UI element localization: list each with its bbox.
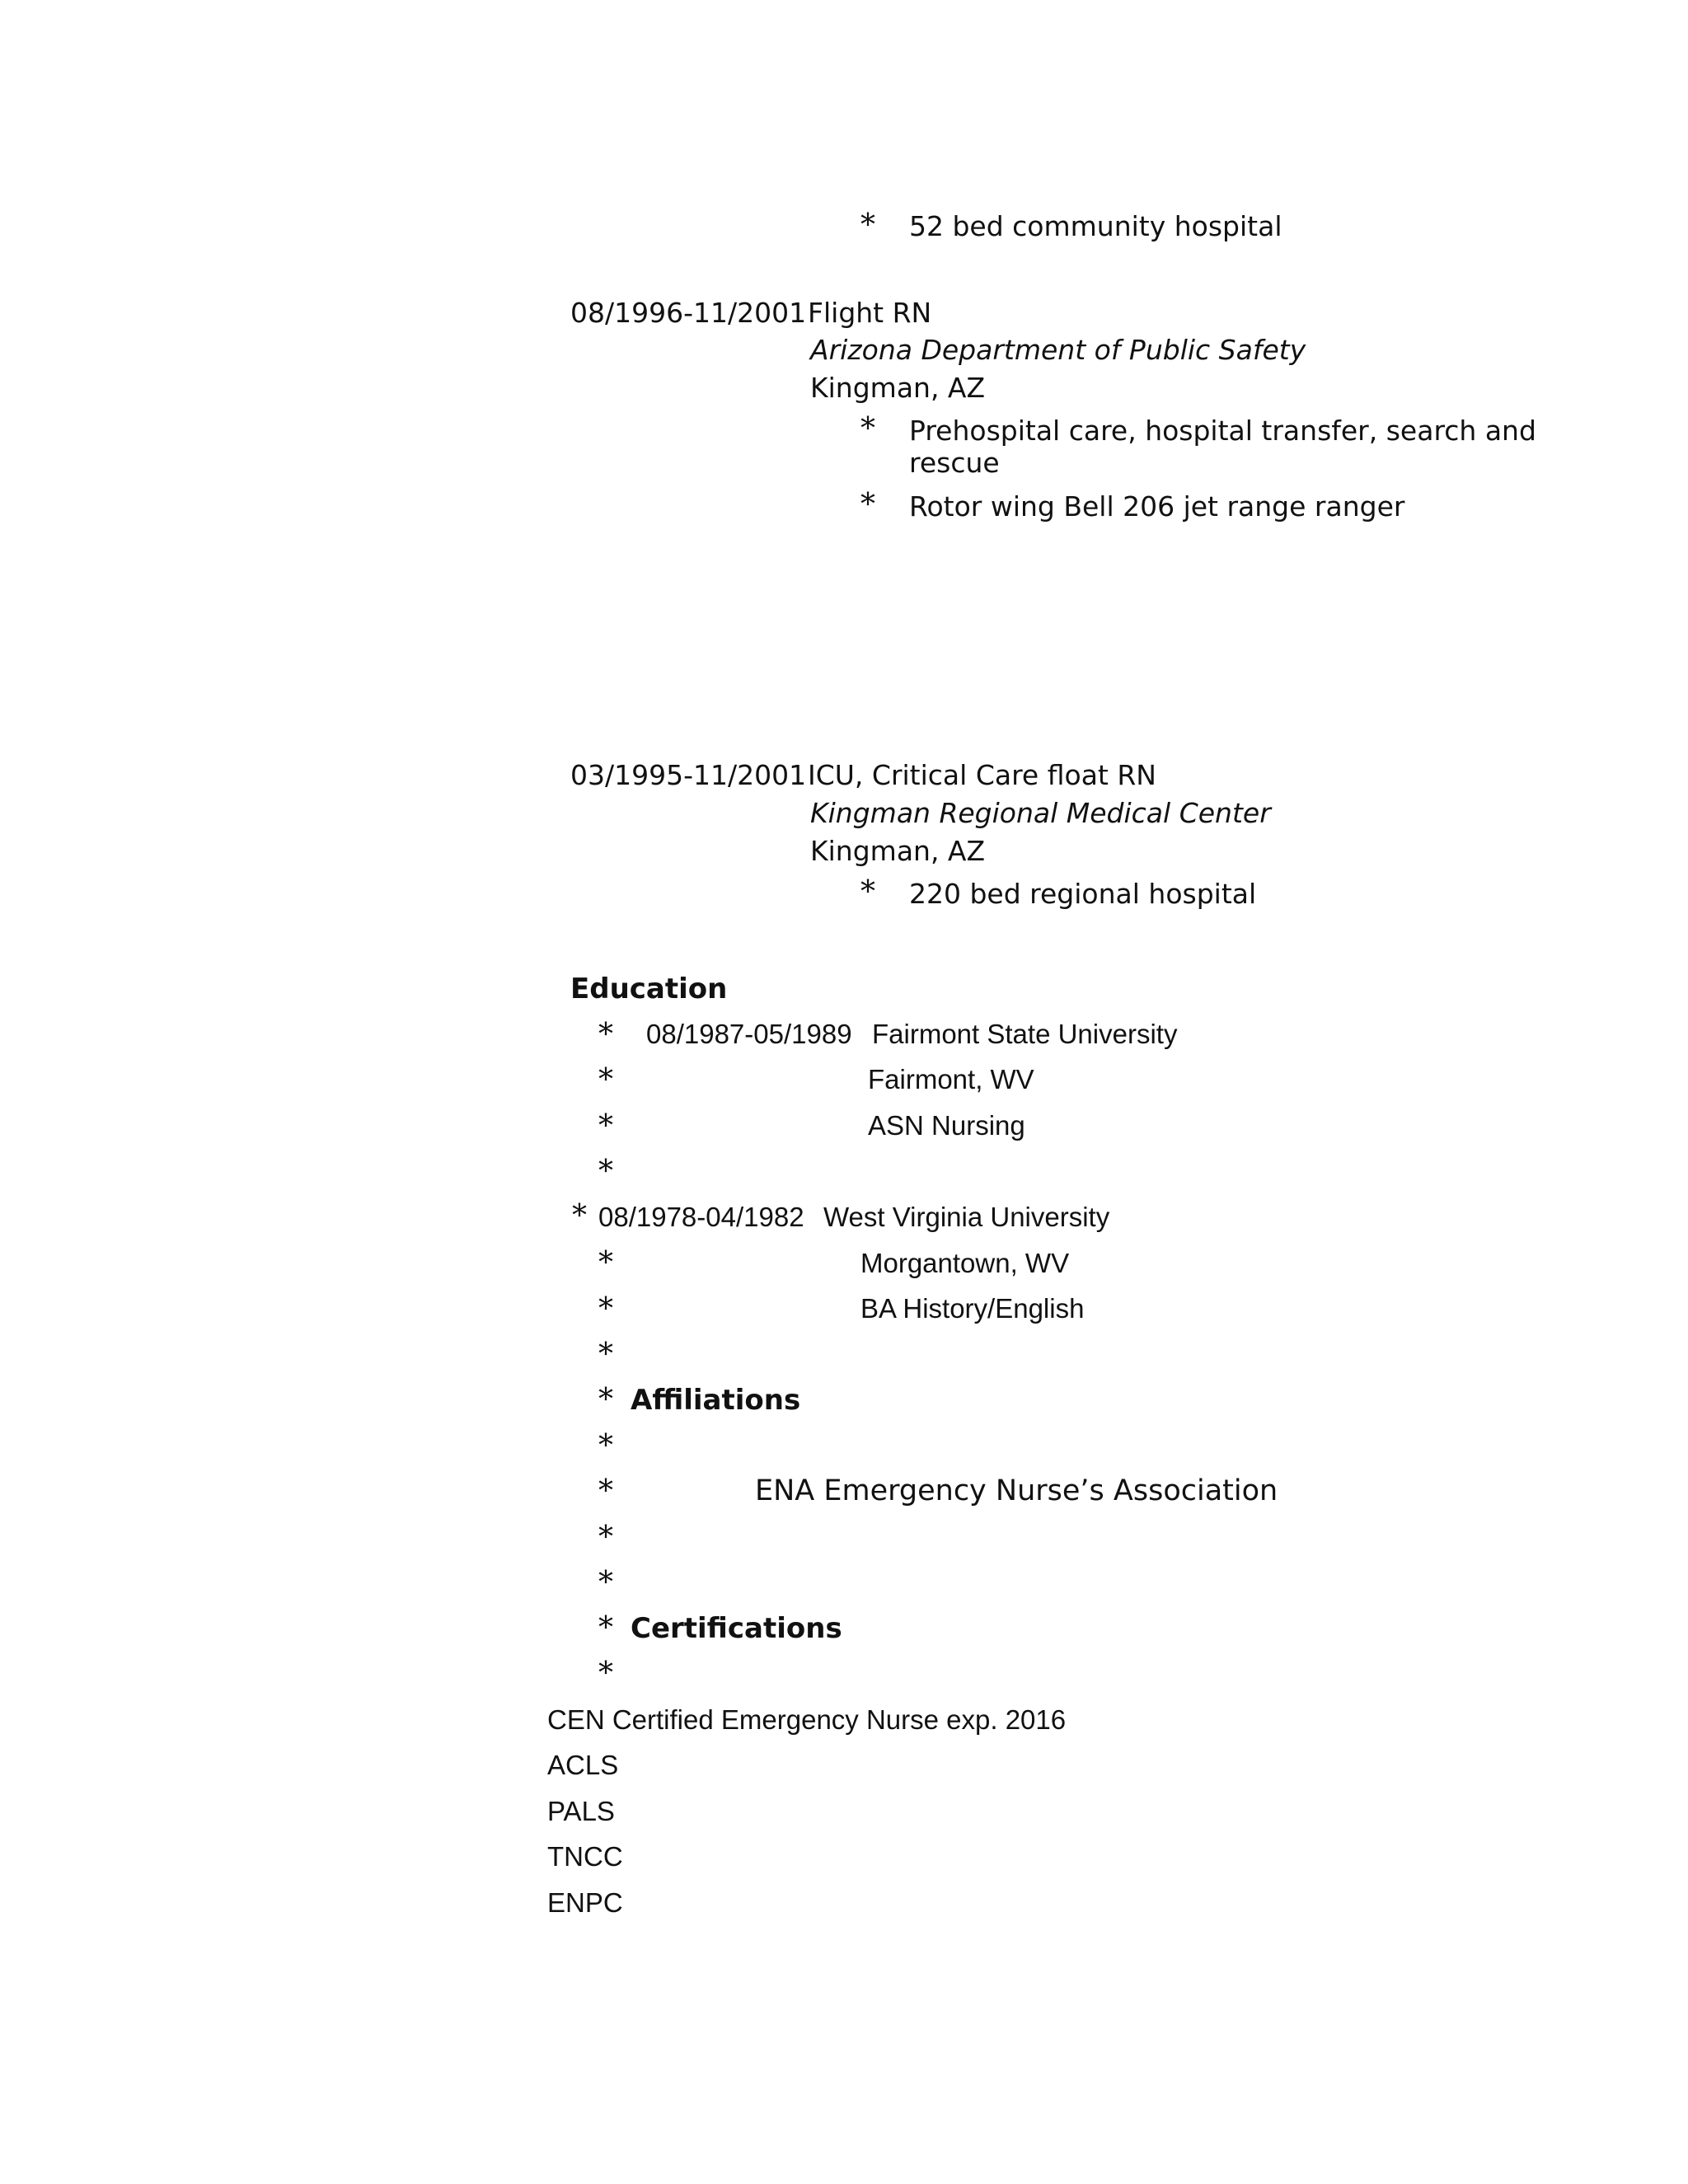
job-employer: Arizona Department of Public Safety [810, 334, 1306, 366]
job-location: Kingman, AZ [810, 372, 986, 404]
bullet-star: * [598, 1063, 613, 1097]
affiliation-item: ENA Emergency Nurse’s Association [755, 1474, 1278, 1507]
bullet-star: * [860, 488, 875, 522]
bullet-star: * [860, 209, 875, 242]
job-bullet-text: Rotor wing Bell 206 jet range ranger [909, 490, 1405, 523]
bullet-star: * [598, 1657, 613, 1690]
education-location: Morgantown, WV [860, 1248, 1070, 1278]
education-dates: 08/1978-04/1982 [598, 1202, 804, 1232]
certification-item: ENPC [547, 1887, 623, 1918]
section-heading-certifications: Certifications [631, 1612, 842, 1645]
bullet-star: * [598, 1246, 613, 1280]
education-degree: ASN Nursing [868, 1110, 1025, 1141]
bullet-star: * [860, 875, 875, 909]
job-title: ICU, Critical Care float RN [808, 759, 1156, 791]
bullet-star: * [572, 1199, 587, 1233]
bullet-star: * [598, 1292, 613, 1326]
bullet-star: * [598, 1566, 613, 1600]
bullet-star: * [598, 1429, 613, 1463]
job-bullet-text: rescue [909, 447, 1000, 479]
bullet-star: * [598, 1521, 613, 1554]
job-bullet-text: Prehospital care, hospital transfer, search and [909, 415, 1536, 447]
bullet-star: * [598, 1155, 613, 1188]
education-school: West Virginia University [823, 1202, 1110, 1232]
education-degree: BA History/English [860, 1293, 1085, 1324]
section-heading-affiliations: Affiliations [631, 1384, 801, 1417]
bullet-star: * [598, 1383, 613, 1417]
certification-item: CEN Certified Emergency Nurse exp. 2016 [547, 1704, 1067, 1735]
education-location: Fairmont, WV [868, 1064, 1034, 1094]
section-heading-education: Education [570, 972, 728, 1005]
job-employer: Kingman Regional Medical Center [810, 797, 1271, 829]
job-title: Flight RN [808, 297, 932, 329]
bullet-star: * [598, 1338, 613, 1371]
job-dates: 03/1995-11/2001 [570, 759, 807, 791]
job-dates: 08/1996-11/2001 [570, 297, 807, 329]
bullet-star: * [598, 1109, 613, 1143]
job-bullet-text: 52 bed community hospital [909, 210, 1282, 242]
education-dates: 08/1987-05/1989 [646, 1019, 852, 1049]
certification-item: ACLS [547, 1750, 619, 1780]
certification-item: PALS [547, 1796, 615, 1826]
education-school: Fairmont State University [872, 1019, 1178, 1049]
job-bullet-text: 220 bed regional hospital [909, 878, 1257, 910]
bullet-star: * [598, 1018, 613, 1052]
job-location: Kingman, AZ [810, 835, 986, 867]
bullet-star: * [598, 1611, 613, 1645]
bullet-star: * [598, 1474, 613, 1508]
bullet-star: * [860, 412, 875, 446]
certification-item: TNCC [547, 1841, 623, 1872]
